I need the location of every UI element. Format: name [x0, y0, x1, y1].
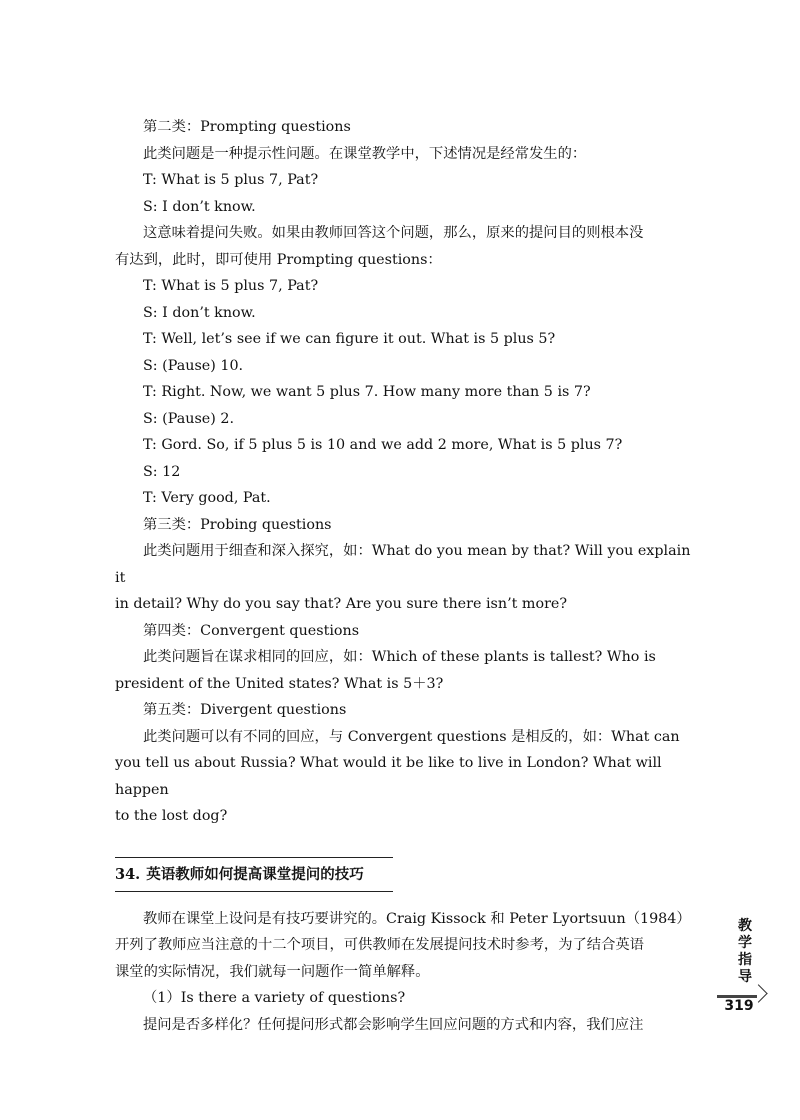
list-item: （1）Is there a variety of questions? [143, 990, 406, 1006]
text-line: in detail? Why do you say that? Are you sure there isn’t more? [115, 596, 568, 612]
text-line: to the lost dog? [115, 808, 228, 824]
dialogue-line: T: Very good, Pat. [143, 490, 271, 506]
side-label-char: 教 [738, 918, 752, 934]
text-line: 此类问题用于细查和深入探究，如：What do you mean by that? Will you explain it [115, 543, 691, 586]
dialogue-line: T: Right. Now, we want 5 plus 7. How many more than 5 is 7? [143, 384, 591, 400]
dialogue-line: S: (Pause) 10. [143, 357, 244, 374]
category-heading: 第四类：Convergent questions [143, 622, 360, 639]
text-line: 有达到，此时，即可使用 Prompting questions： [115, 251, 442, 268]
category-heading: 第五类：Divergent questions [143, 702, 347, 718]
dialogue-line: T: What is 5 plus 7, Pat? [143, 278, 319, 294]
section-title: 英语教师如何提高课堂提问的技巧 [146, 866, 364, 883]
text-line: 此类问题旨在谋求相同的回应，如：Which of these plants is tallest? Who is [143, 649, 656, 665]
category-heading: 第二类：Prompting questions [143, 119, 351, 135]
text-line: president of the United states? What is 5＋3? [115, 675, 444, 692]
text-line: you tell us about Russia? What would it be like to live in London? What will happen [115, 755, 662, 798]
category-heading: 第三类：Probing questions [143, 516, 332, 533]
text-line: 这意味着提问失败。如果由教师回答这个问题，那么，原来的提问目的则根本没 [143, 225, 644, 241]
text-line: 教师在课堂上设问是有技巧要讲究的。Craig Kissock 和 Peter Lyortsuun（1984） [143, 910, 691, 927]
text-line: 开列了教师应当注意的十二个项目，可供教师在发展提问技术时参考，为了结合英语 [115, 937, 644, 953]
dialogue-line: S: I don’t know. [143, 304, 256, 321]
dialogue-line: S: 12 [143, 463, 181, 480]
side-label-char: 学 [738, 935, 752, 951]
page-body [115, 114, 695, 1038]
dialogue-line: T: Well, let’s see if we can figure it out. What is 5 plus 5? [143, 331, 556, 347]
text-line: 此类问题可以有不同的回应，与 Convergent questions 是相反的，如：What can [143, 728, 680, 745]
text-line: 提问是否多样化？任何提问形式都会影响学生回应问题的方式和内容，我们应注 [143, 1016, 644, 1033]
text-line: 课堂的实际情况，我们就每一问题作一简单解释。 [115, 963, 430, 980]
dialogue-line: T: What is 5 plus 7, Pat? [143, 172, 319, 188]
side-label-char: 指 [738, 952, 752, 968]
section-number: 34. [115, 865, 141, 883]
text-line: 此类问题是一种提示性问题。在课堂教学中，下述情况是经常发生的： [143, 145, 587, 162]
page-number: 319 [724, 998, 754, 1014]
section-heading [115, 857, 393, 892]
dialogue-line: T: Gord. So, if 5 plus 5 is 10 and we add 2 more, What is 5 plus 7? [143, 437, 623, 453]
dialogue-line: S: (Pause) 2. [143, 410, 235, 427]
side-label-char: 导 [738, 969, 752, 985]
section-side-label [734, 918, 756, 986]
dialogue-line: S: I don’t know. [143, 198, 256, 215]
